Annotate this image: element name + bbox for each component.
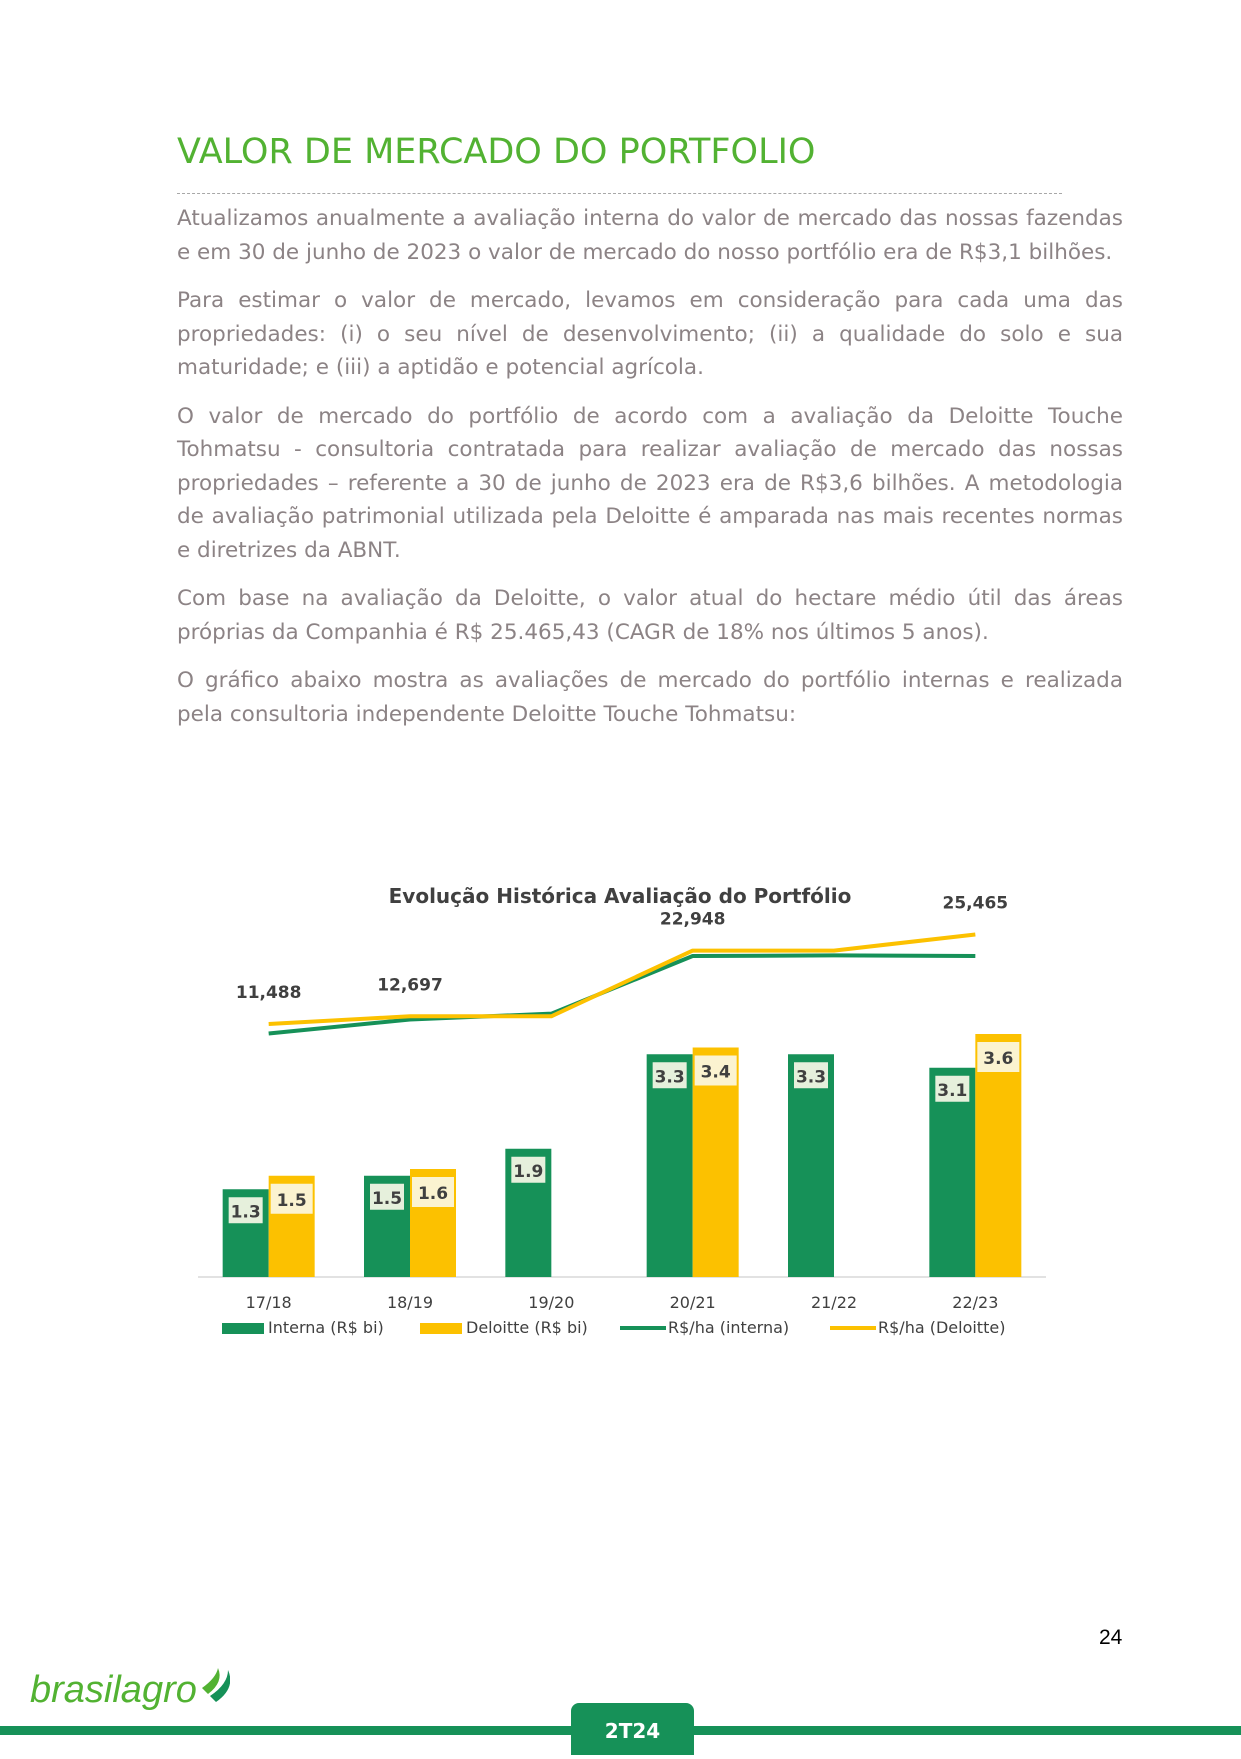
x-tick-label: 21/22	[810, 1293, 858, 1312]
data-label-deloitte: 1.6	[417, 1184, 449, 1204]
data-label-interna: 3.3	[795, 1067, 827, 1088]
line-data-label: 25,465	[942, 893, 1009, 914]
line-ha-deloitte	[269, 934, 976, 1024]
legend-swatch	[222, 1323, 264, 1334]
data-label-interna: 3.3	[654, 1067, 685, 1088]
paragraph: Com base na avaliação da Deloitte, o valor atual do hectare médio útil das áreas próprias da Companhia é R$ 25.465,43 (CAGR de 18% nos últimos 5 anos).	[177, 586, 1123, 645]
data-label-interna: 1.5	[371, 1188, 403, 1209]
x-tick-label: 18/19	[386, 1293, 434, 1312]
body-text	[177, 202, 1123, 746]
x-tick-label: 22/23	[952, 1293, 999, 1312]
title-divider	[177, 193, 1062, 194]
line-data-label: 12,697	[377, 975, 443, 996]
paragraph: Para estimar o valor de mercado, levamos em consideração para cada uma das propriedades: (i) o seu nível de desenvolvimento; (ii) a qualidade do solo e sua maturidade; e (iii) a aptidão e potencial agrícola.	[177, 288, 1123, 380]
page-number: 24	[1099, 1626, 1123, 1649]
legend-label: R$/ha (interna)	[668, 1318, 790, 1337]
svg-text:brasilagro: brasilagro	[30, 1669, 197, 1711]
page-title: VALOR DE MERCADO DO PORTFOLIO	[177, 132, 816, 172]
legend-label: Interna (R$ bi)	[268, 1318, 384, 1337]
data-label-deloitte: 3.4	[700, 1062, 731, 1083]
paragraph: Atualizamos anualmente a avaliação interna do valor de mercado das nossas fazendas e em 30 de junho de 2023 o valor de mercado do nosso portfólio era de R$3,1 bilhões.	[177, 206, 1123, 265]
paragraph: O gráfico abaixo mostra as avaliações de mercado do portfólio internas e realizada pela consultoria independente Deloitte Touche Tohmatsu:	[177, 668, 1123, 727]
line-ha-interna	[269, 955, 976, 1033]
line-data-label: 11,488	[235, 983, 302, 1004]
data-label-deloitte: 1.5	[276, 1190, 307, 1211]
legend-swatch	[420, 1323, 462, 1334]
legend-label: R$/ha (Deloitte)	[878, 1318, 1006, 1337]
data-label-interna: 3.1	[937, 1080, 968, 1101]
x-tick-label: 17/18	[245, 1293, 292, 1312]
paragraph: O valor de mercado do portfólio de acordo com a avaliação da Deloitte Touche Tohmatsu - consultoria contratada para realizar avaliação de mercado das nossas propriedades – referente a 30 de junho de 2023 era de R$3,6 bilhões. A metodologia de avaliação patrimonial utilizada pela Deloitte é amparada nas mais recentes normas e diretrizes da ABNT.	[177, 403, 1123, 563]
data-label-interna: 1.3	[230, 1202, 261, 1223]
x-tick-label: 19/20	[528, 1293, 575, 1312]
brasilagro-logo	[30, 1658, 230, 1722]
legend-label: Deloitte (R$ bi)	[466, 1318, 588, 1337]
chart-title: Evolução Histórica Avaliação do Portfólio	[388, 884, 852, 908]
x-tick-label: 20/21	[669, 1293, 716, 1312]
data-label-interna: 1.9	[513, 1161, 544, 1182]
portfolio-valuation-chart	[180, 870, 1060, 1350]
data-label-deloitte: 3.6	[983, 1049, 1014, 1069]
footer-period-tab: 2T24	[571, 1703, 694, 1755]
line-data-label: 22,948	[659, 909, 726, 930]
